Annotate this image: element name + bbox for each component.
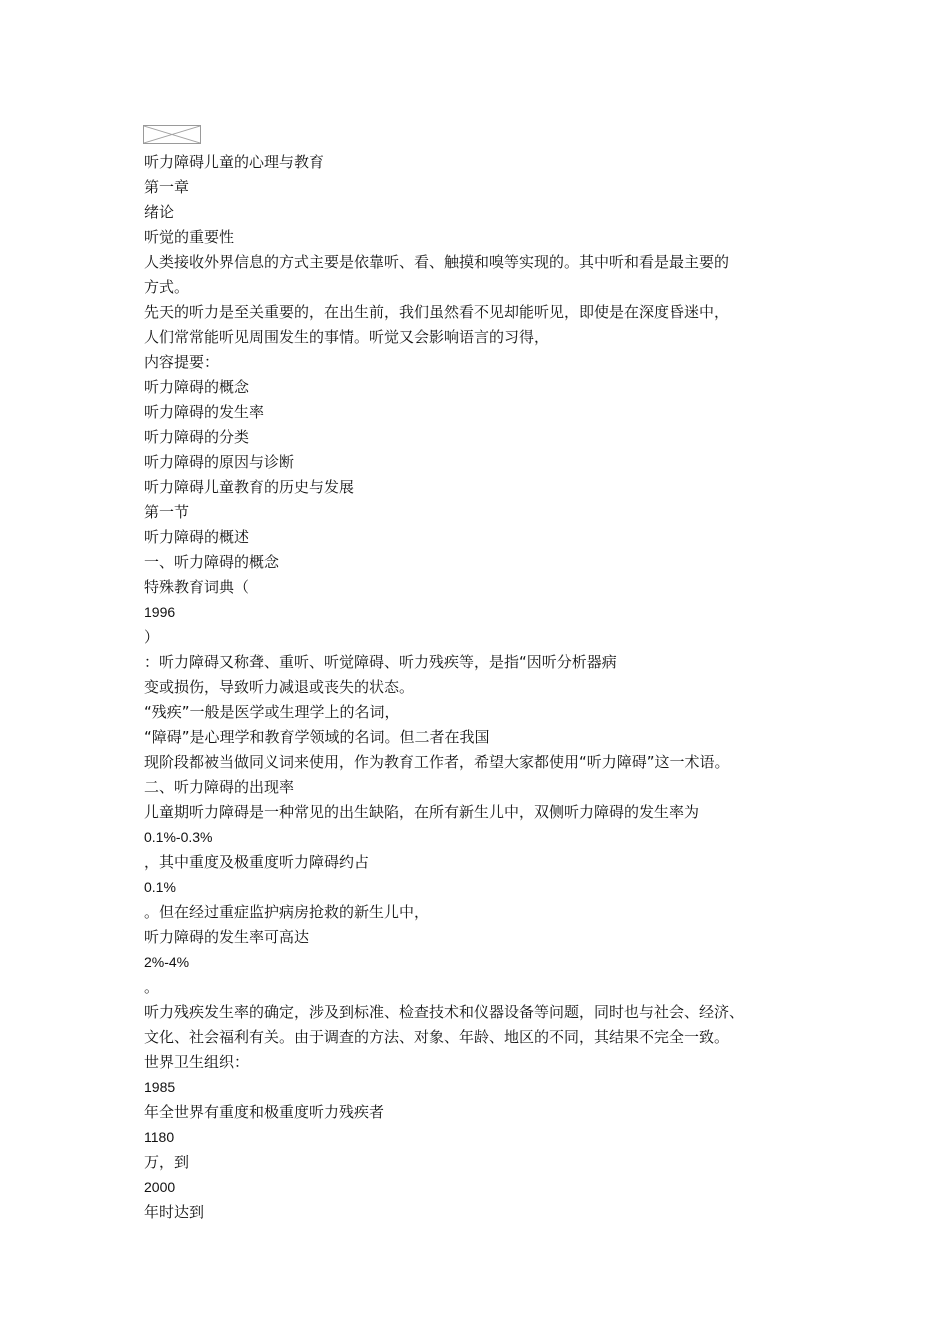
paragraph-line: 世界卫生组织： [144,1053,250,1071]
paragraph-line: 人们常常能听见周围发生的事情。听觉又会影响语言的习得， [144,328,550,346]
paragraph-line: 先天的听力是至关重要的，在出生前，我们虽然看不见却能听见，即使是在深度昏迷中， [144,303,730,321]
paragraph-line: 1985 [144,1079,176,1095]
paragraph-line: ：听力障碍又称聋、重听、听觉障碍、听力残疾等，是指“因听分析器病 [144,653,617,671]
summary-item: 听力障碍的发生率 [144,403,265,421]
document-body [144,150,824,1225]
paragraph-line: 1180 [144,1129,175,1145]
paragraph-line: 万，到 [144,1153,190,1171]
paragraph-line: 变或损伤，导致听力减退或丧失的状态。 [144,678,415,696]
paragraph-line: ） [144,628,160,646]
paragraph-line: 儿童期听力障碍是一种常见的出生缺陷，在所有新生儿中，双侧听力障碍的发生率为 [144,803,700,821]
paragraph-line: 0.1% [144,879,176,895]
chapter-title: 绪论 [144,203,175,221]
paragraph-line: 年时达到 [144,1203,205,1221]
broken-image-icon [143,125,201,144]
subsection-heading: 一、听力障碍的概念 [144,553,280,571]
paragraph-line: 方式。 [144,278,190,296]
paragraph-line: “残疾”一般是医学或生理学上的名词， [144,703,400,721]
paragraph-line: 1996 [144,604,176,620]
paragraph-line: 人类接收外界信息的方式主要是依靠听、看、触摸和嗅等实现的。其中听和看是最主要的 [144,253,730,271]
paragraph-line: 0.1%-0.3% [144,829,213,845]
paragraph-line: 文化、社会福利有关。由于调查的方法、对象、年龄、地区的不同，其结果不完全一致。 [144,1028,730,1046]
paragraph-line: 2%-4% [144,954,190,970]
subsection-heading: 二、听力障碍的出现率 [144,778,295,796]
paragraph-line: 听力障碍的发生率可高达 [144,928,310,946]
summary-item: 听力障碍的概念 [144,378,250,396]
chapter-label: 第一章 [144,178,190,196]
summary-heading: 内容提要： [144,353,220,371]
paragraph-line: 2000 [144,1179,176,1195]
paragraph-line: 年全世界有重度和极重度听力残疾者 [144,1103,385,1121]
section-label: 第一节 [144,503,190,521]
summary-item: 听力障碍的原因与诊断 [144,453,295,471]
document-title: 听力障碍儿童的心理与教育 [144,153,325,171]
paragraph-line: 。 [144,978,160,996]
image-placeholder-icon [144,126,200,143]
paragraph-line: 听力残疾发生率的确定，涉及到标准、检查技术和仪器设备等问题，同时也与社会、经济、 [144,1003,745,1021]
section-heading: 听觉的重要性 [144,228,235,246]
paragraph-line: 特殊教育词典（ [144,578,250,596]
summary-item: 听力障碍儿童教育的历史与发展 [144,478,355,496]
section-title: 听力障碍的概述 [144,528,250,546]
paragraph-line: “障碍”是心理学和教育学领域的名词。但二者在我国 [144,728,490,746]
summary-item: 听力障碍的分类 [144,428,250,446]
paragraph-line: ，其中重度及极重度听力障碍约占 [144,853,370,871]
paragraph-line: 现阶段都被当做同义词来使用，作为教育工作者，希望大家都使用“听力障碍”这一术语。 [144,753,730,771]
paragraph-line: 。但在经过重症监护病房抢救的新生儿中， [144,903,430,921]
